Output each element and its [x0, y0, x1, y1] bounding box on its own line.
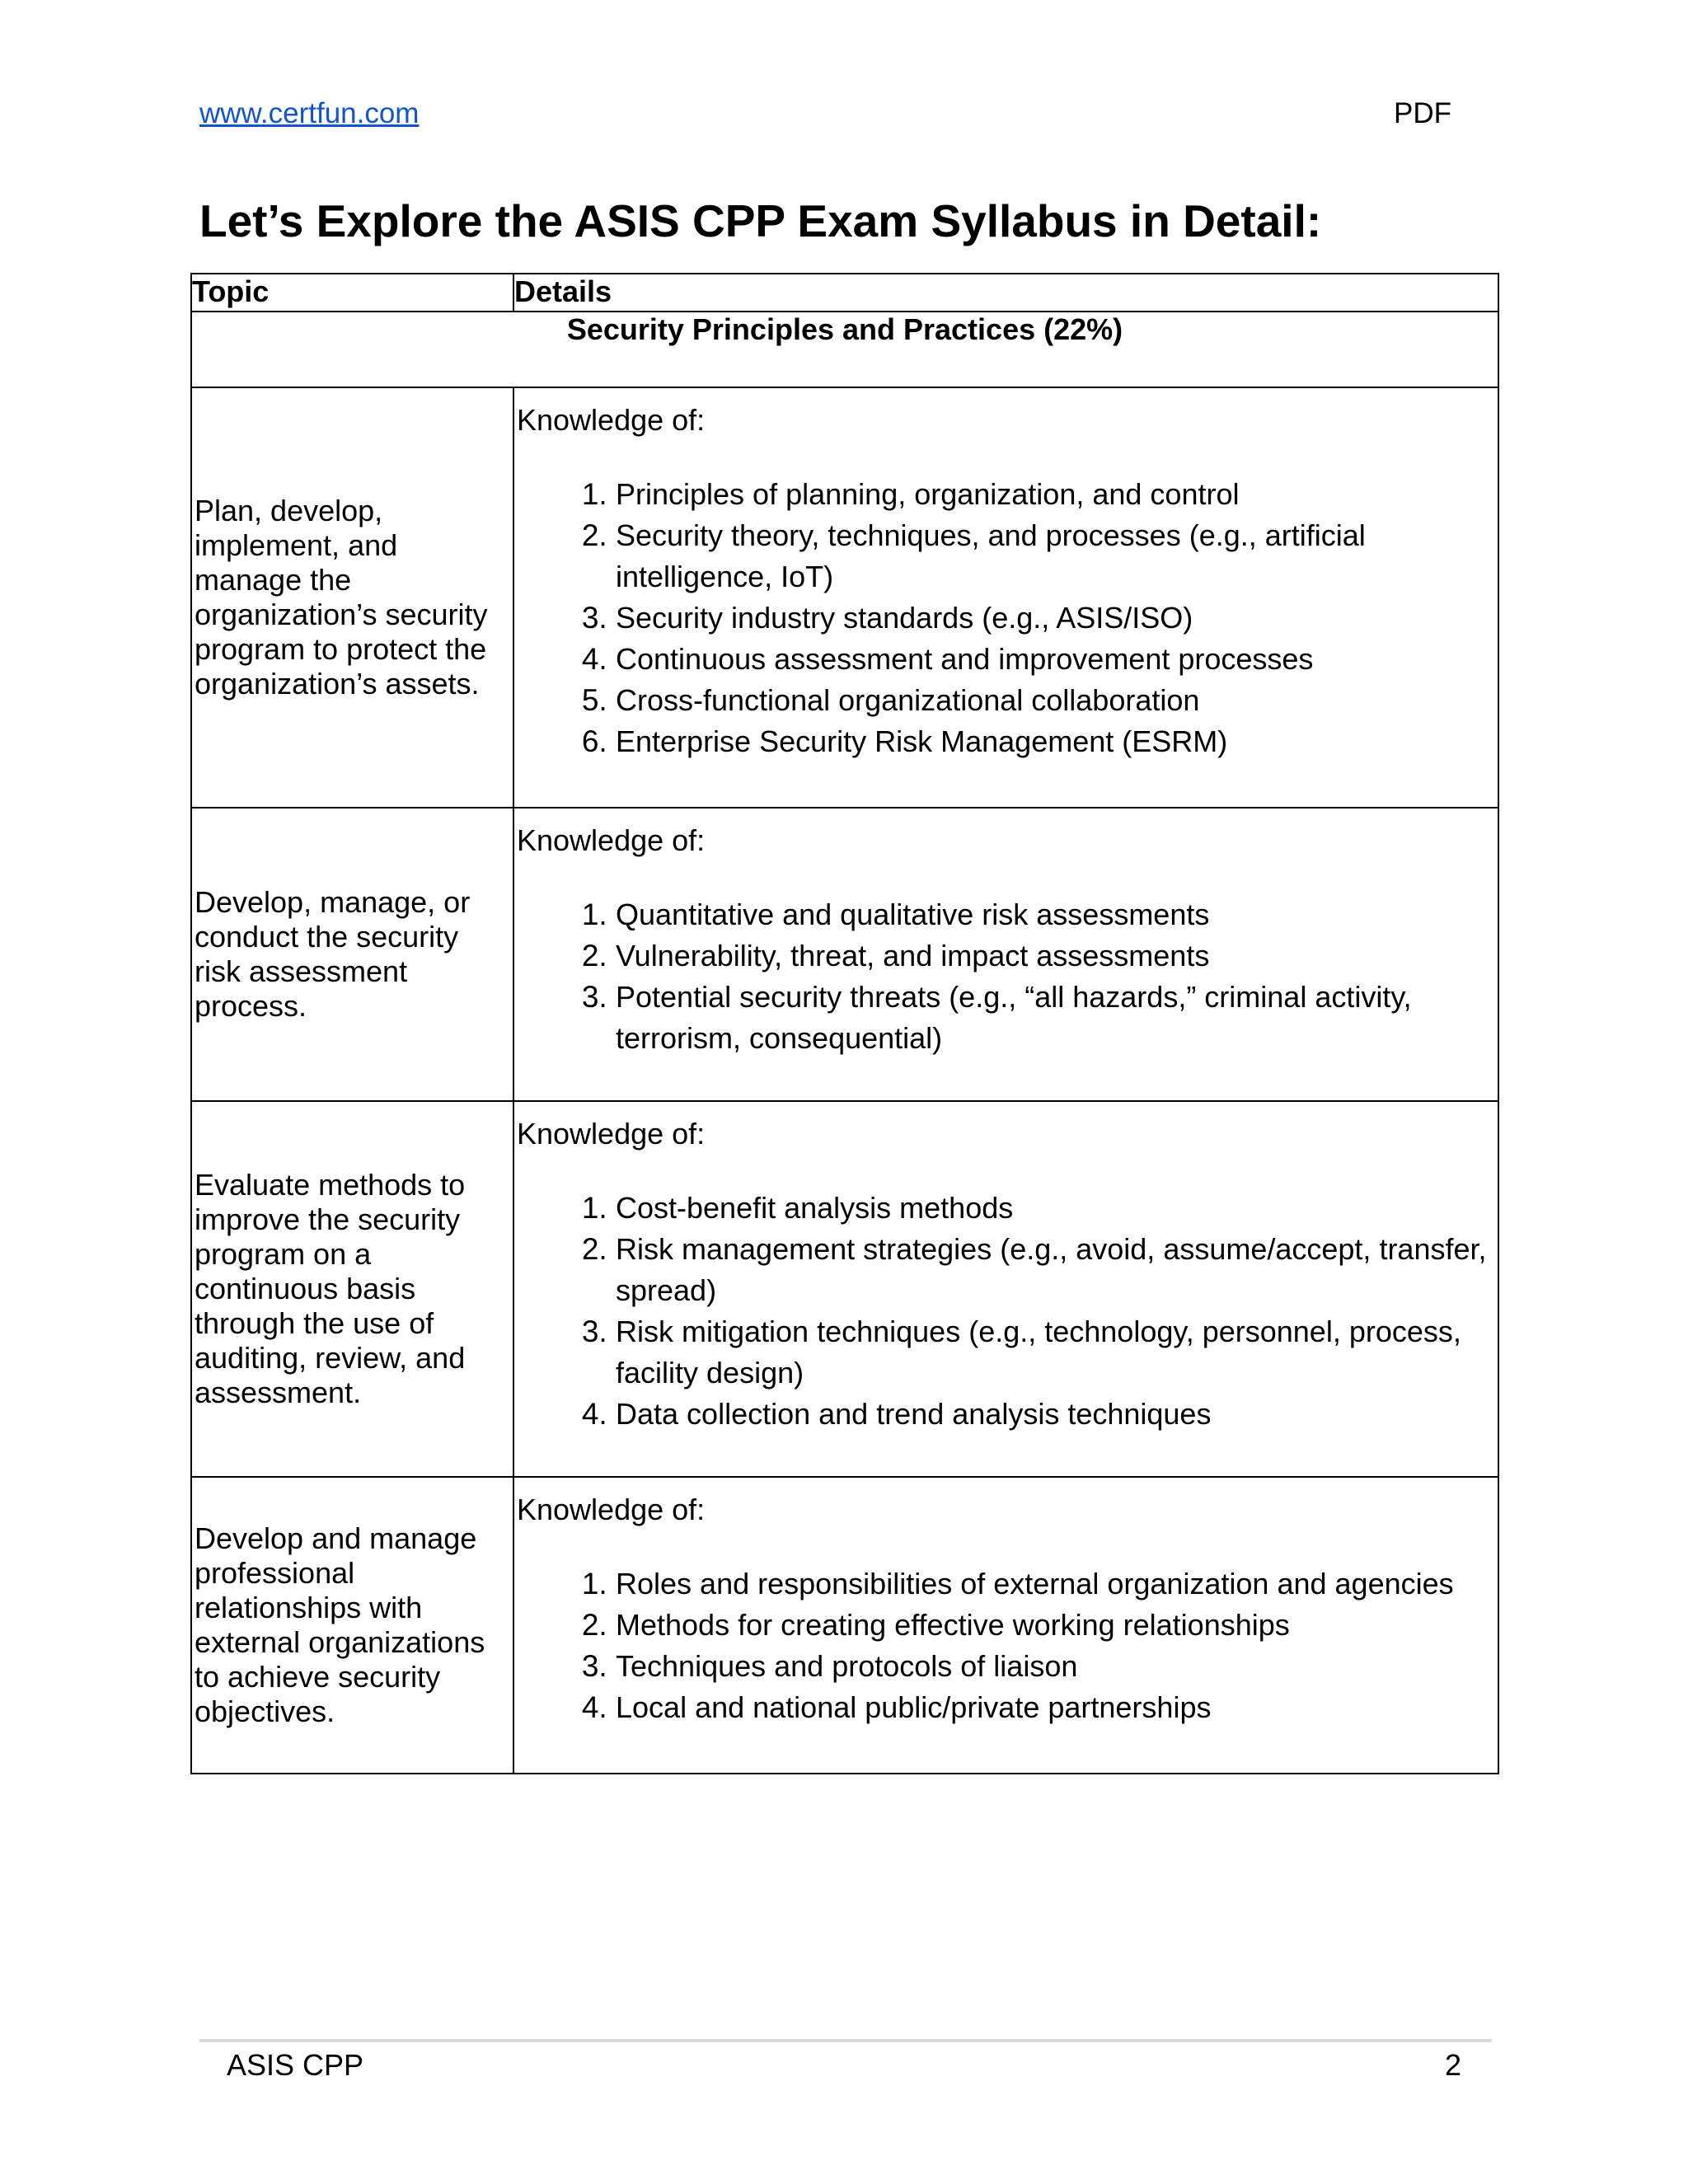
details-cell	[513, 387, 1498, 808]
list-item: 2. Vulnerability, threat, and impact assessments	[616, 935, 1498, 977]
footer-divider	[199, 2039, 1492, 2042]
topic-cell: Develop and manage professional relationships with external organizations to achieve security objectives.	[191, 1477, 513, 1774]
list-item: 1. Cost-benefit analysis methods	[616, 1188, 1498, 1229]
knowledge-intro: Knowledge of:	[517, 1493, 706, 1526]
column-header-topic: Topic	[191, 274, 513, 312]
list-item: 4. Local and national public/private partnerships	[616, 1687, 1498, 1728]
table-row	[191, 1477, 1498, 1774]
topic-cell: Plan, develop, implement, and manage the organization’s security program to protect the organization’s assets.	[191, 387, 513, 808]
list-item: 3. Potential security threats (e.g., “all hazards,” criminal activity, terrorism, consequential)	[616, 977, 1498, 1059]
details-cell	[513, 808, 1498, 1101]
list-item: 2. Methods for creating effective working relationships	[616, 1605, 1498, 1646]
syllabus-table	[190, 273, 1499, 1774]
list-item: 1. Roles and responsibilities of external organization and agencies	[616, 1563, 1498, 1605]
list-item: 5. Cross-functional organizational collaboration	[616, 680, 1498, 721]
topic-cell: Develop, manage, or conduct the security risk assessment process.	[191, 808, 513, 1101]
knowledge-list	[517, 894, 1498, 1059]
doc-type-label: PDF	[1394, 97, 1451, 129]
list-item: 2. Risk management strategies (e.g., avoid, assume/accept, transfer, spread)	[616, 1229, 1498, 1311]
knowledge-intro: Knowledge of:	[517, 823, 706, 857]
table-row	[191, 387, 1498, 808]
page-number: 2	[1444, 2048, 1461, 2082]
table-row	[191, 808, 1498, 1101]
list-item: 3. Risk mitigation techniques (e.g., technology, personnel, process, facility design)	[616, 1311, 1498, 1394]
list-item: 2. Security theory, techniques, and processes (e.g., artificial intelligence, IoT)	[616, 515, 1498, 598]
knowledge-list	[517, 474, 1498, 762]
knowledge-intro: Knowledge of:	[517, 1117, 706, 1151]
section-row	[191, 312, 1498, 387]
site-link[interactable]: www.certfun.com	[199, 97, 420, 129]
list-item: 3. Security industry standards (e.g., ASIS/ISO)	[616, 598, 1498, 639]
section-heading: Security Principles and Practices (22%)	[191, 312, 1498, 387]
knowledge-intro: Knowledge of:	[517, 403, 706, 437]
knowledge-list	[517, 1563, 1498, 1728]
table-row	[191, 1101, 1498, 1477]
column-header-details: Details	[513, 274, 1498, 312]
list-item: 3. Techniques and protocols of liaison	[616, 1646, 1498, 1687]
list-item: 1. Quantitative and qualitative risk assessments	[616, 894, 1498, 935]
details-cell	[513, 1477, 1498, 1774]
details-cell	[513, 1101, 1498, 1477]
list-item: 4. Continuous assessment and improvement processes	[616, 639, 1498, 680]
page-title: Let’s Explore the ASIS CPP Exam Syllabus in Detail:	[199, 195, 1322, 246]
topic-cell: Evaluate methods to improve the security program on a continuous basis through the use of auditing, review, and assessment.	[191, 1101, 513, 1477]
list-item: 6. Enterprise Security Risk Management (ESRM)	[616, 721, 1498, 762]
list-item: 1. Principles of planning, organization, and control	[616, 474, 1498, 515]
list-item: 4. Data collection and trend analysis techniques	[616, 1394, 1498, 1435]
table-header-row	[191, 274, 1498, 312]
knowledge-list	[517, 1188, 1498, 1435]
footer-title: ASIS CPP	[227, 2048, 364, 2082]
